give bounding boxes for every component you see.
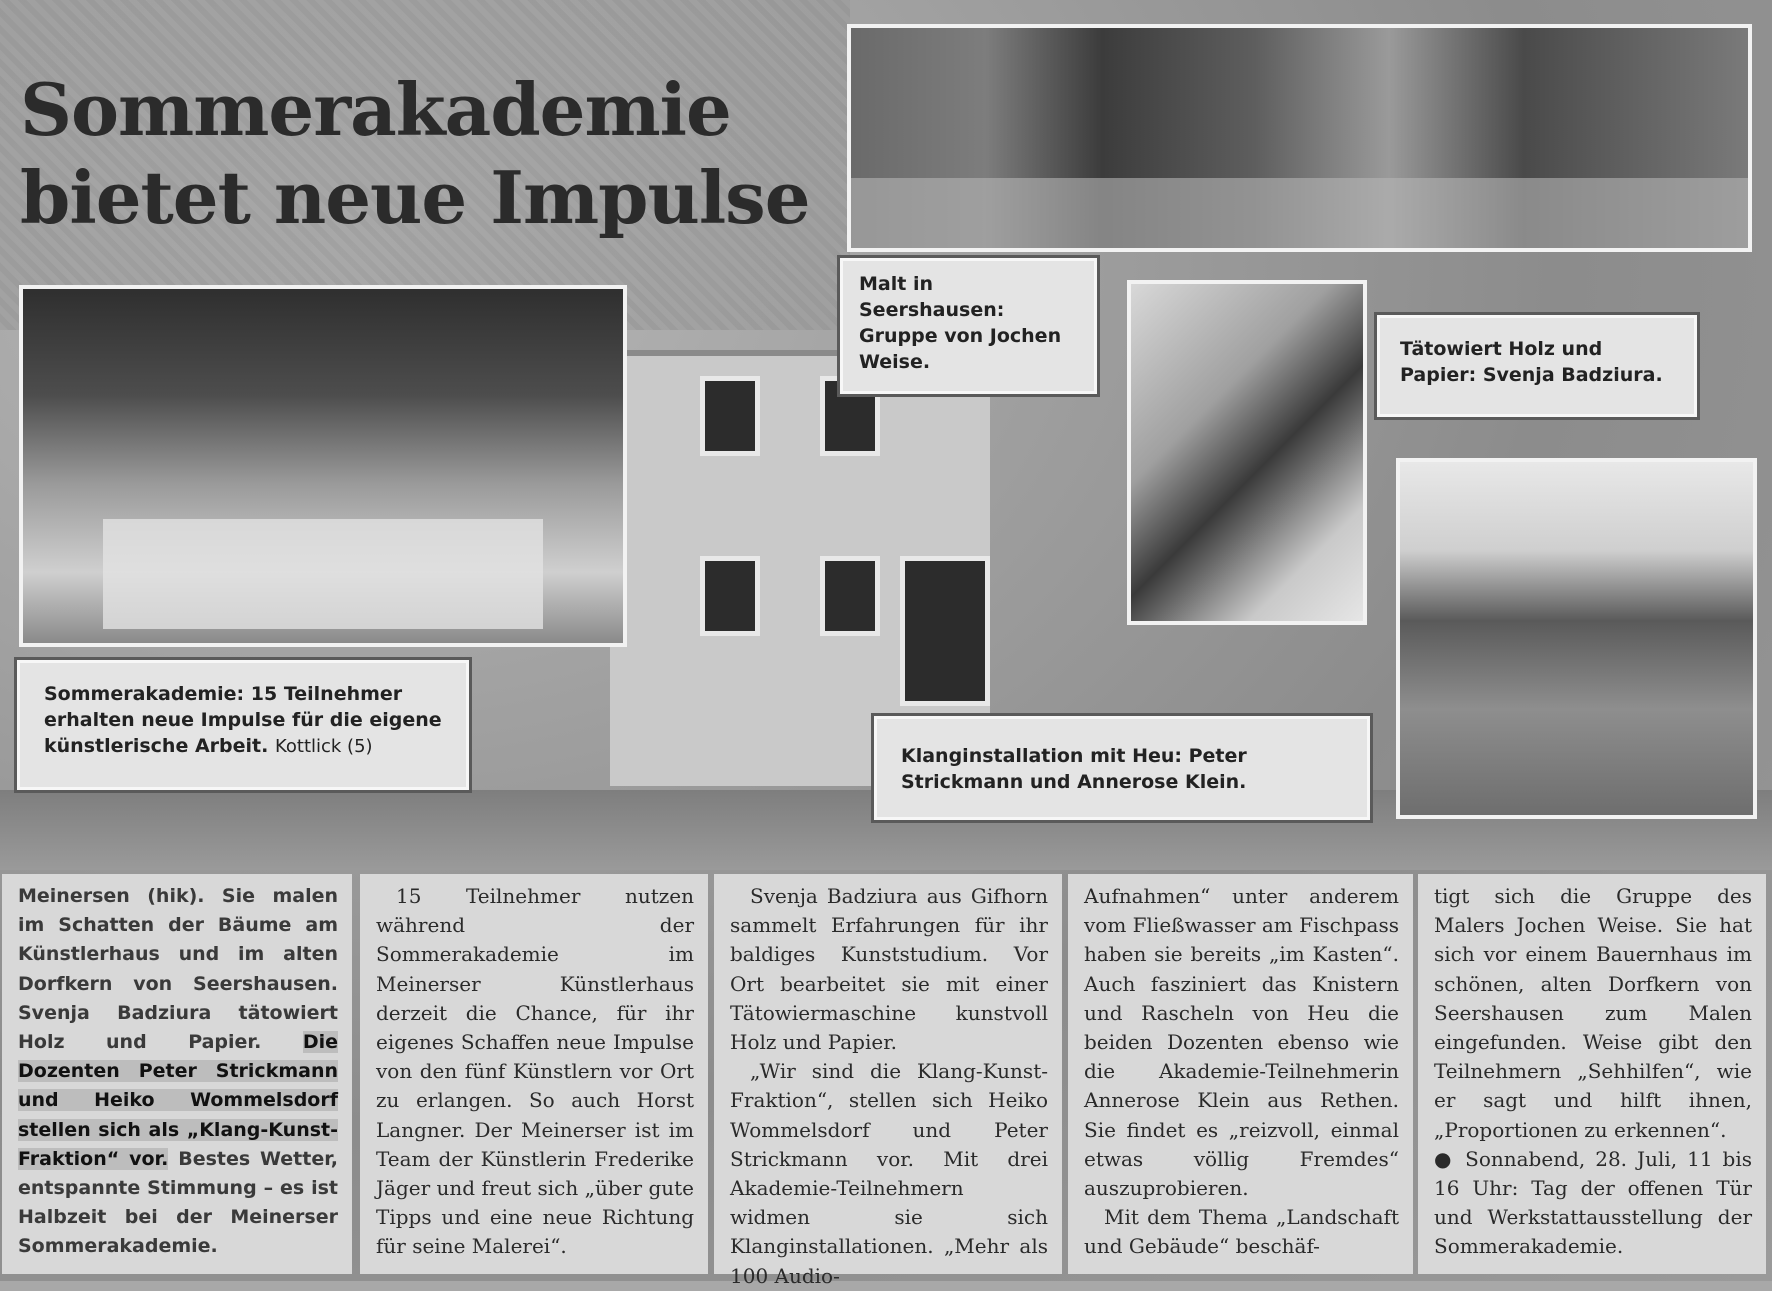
article-column-4: [1068, 874, 1413, 1274]
article-paragraph: Svenja Badziura aus Gifhorn sammelt Erfahrungen für ihr baldiges Kunststudium. Vor Ort bearbeitet sie mit einer Tätowiermaschine kunstvoll Holz und Papier.: [730, 884, 1048, 1055]
photo-garden-painting: [19, 285, 627, 647]
headline: [20, 66, 820, 242]
house-window: [820, 556, 880, 636]
headline-line-2: bietet neue Impulse: [20, 155, 810, 241]
photo-painting-group: [847, 24, 1752, 252]
caption-tattoo: [1377, 315, 1697, 417]
caption-main: [17, 660, 469, 790]
house-window: [700, 556, 760, 636]
caption-text: Malt in Seershausen: Gruppe von Jochen Weise.: [859, 273, 1062, 373]
caption-hay-installation: [874, 716, 1370, 820]
article-paragraph: „Wir sind die Klang-Kunst-Fraktion“, stellen sich Heiko Wommelsdorf und Peter Strickmann vor. Mit drei Akademie-Teilnehmern widmen sie sich Klanginstallationen. „Mehr als 100 Audio-: [730, 1059, 1048, 1288]
photo-tattoo: [1127, 280, 1367, 625]
event-notice-text: Sonnabend, 28. Juli, 11 bis 16 Uhr: Tag der offenen Tür und Werkstattausstellung der Sommerakademie.: [1434, 1146, 1753, 1259]
article-paragraph: Mit dem Thema „Landschaft und Gebäude“ beschäf-: [1084, 1205, 1399, 1259]
article-column-5: [1418, 874, 1766, 1274]
caption-painting-group: [840, 258, 1097, 394]
article-column-3: [714, 874, 1062, 1288]
article-lead: Meinersen (hik). Sie malen im Schatten der Bäume am Künstlerhaus und im alten Dorfkern von Seershausen. Svenja Badziura tätowiert Holz und Papier.: [18, 885, 338, 1054]
event-notice: [1434, 1145, 1752, 1262]
photo-hay-installation: [1396, 458, 1757, 819]
article-lead-end: Bestes Wetter, entspannte Stimmung – es ist Halbzeit bei der Meinerser Sommerakademie.: [18, 1147, 338, 1258]
caption-text: Sommerakademie: 15 Teilnehmer erhalten neue Impulse für die eigene künstlerische Arbeit.: [44, 683, 442, 757]
house-window: [700, 376, 760, 456]
photo-credit: Kottlick (5): [274, 736, 373, 757]
bullet-icon: ●: [1434, 1146, 1456, 1171]
article-paragraph: Aufnahmen“ unter anderem vom Fließwasser am Fischpass haben sie bereits „im Kasten“. Auch fasziniert das Knistern und Rascheln von Heu die beiden Dozenten ebenso wie die Akademie-Teilnehmerin Annerose Klein aus Rethen. Sie findet es „reizvoll, einmal etwas völlig Fremdes“ auszuprobieren.: [1084, 884, 1399, 1201]
article-column-2: [360, 874, 708, 1274]
house-door: [900, 556, 990, 706]
caption-text: Klanginstallation mit Heu: Peter Strickmann und Annerose Klein.: [901, 745, 1247, 793]
article-paragraph: tigt sich die Gruppe des Malers Jochen Weise. Sie hat sich vor einem Bauernhaus im schönen, alten Dorfkern von Seershausen zum Malen eingefunden. Weise gibt den Teilnehmern „Sehhilfen“, wie er sagt und hilft ihnen, „Proportionen zu erkennen“.: [1434, 884, 1752, 1142]
caption-text: Tätowiert Holz und Papier: Svenja Badziura.: [1400, 338, 1663, 386]
article-lead-highlight: Die Dozenten Peter Strickmann und Heiko Wommelsdorf stellen sich als „Klang-Kunst-Fraktion“ vor.: [18, 1031, 338, 1170]
article-paragraph: 15 Teilnehmer nutzen während der Sommerakademie im Meinerser Künstlerhaus derzeit die Chance, für ihr eigenes Schaffen neue Impulse von den fünf Künstlern vor Ort zu erlangen. So auch Horst Langner. Der Meinerser ist im Team der Künstlerin Frederike Jäger und freut sich „über gute Tipps und eine neue Richtung für seine Malerei“.: [376, 884, 694, 1259]
headline-line-1: Sommerakademie: [20, 67, 731, 153]
article-column-1: [2, 874, 352, 1274]
